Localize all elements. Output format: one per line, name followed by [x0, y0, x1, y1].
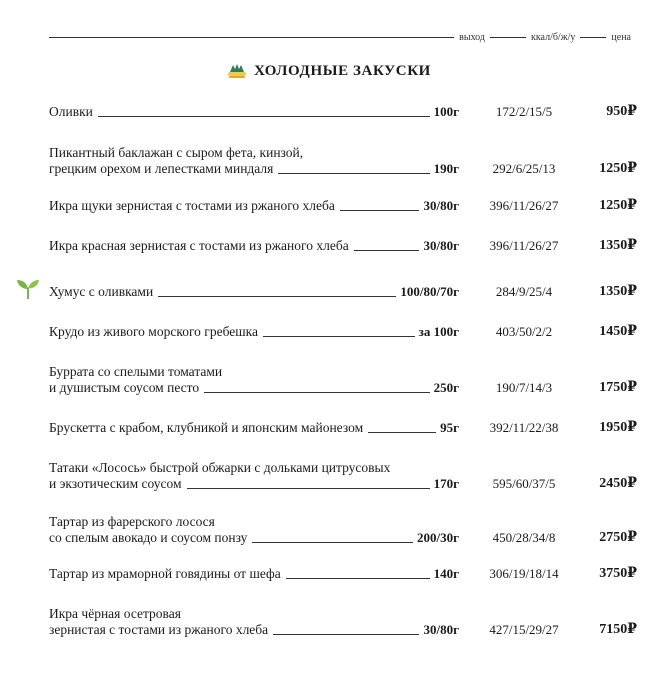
item-name: грецким орехом и лепестками миндаля [49, 161, 274, 176]
menu-item [49, 198, 637, 214]
item-name-line1: Татаки «Лосось» быстрой обжарки с дольками цитрусовых [49, 460, 391, 475]
item-row [49, 530, 637, 546]
item-nutrition: 306/19/18/14 [489, 566, 559, 581]
yield-column-label: выход [459, 32, 485, 43]
item-nutrition: 392/11/22/38 [489, 420, 559, 435]
item-name: Брускетта с крабом, клубникой и японским майонезом [49, 420, 364, 435]
item-price: 950₽ [606, 104, 637, 119]
item-name-line1: Пикантный баклажан с сыром фета, кинзой, [49, 145, 304, 160]
leader-line [158, 296, 396, 297]
price-column-label: цена [611, 32, 631, 43]
menu-item [49, 514, 637, 546]
item-nutrition: 396/11/26/27 [489, 198, 559, 213]
item-nutrition: 595/60/37/5 [492, 476, 556, 491]
leader-line [278, 173, 429, 174]
item-price: 1450₽ [599, 324, 637, 339]
item-row [49, 566, 637, 582]
item-yield: 100г [433, 104, 459, 119]
item-yield: 100/80/70г [400, 284, 459, 299]
header-rule [490, 37, 526, 38]
section-title [0, 62, 658, 80]
menu-item [49, 364, 637, 396]
item-nutrition: 403/50/2/2 [495, 324, 553, 339]
menu-item [49, 238, 637, 254]
item-name: Икра щуки зернистая с тостами из ржаного хлеба [49, 198, 335, 213]
item-price: 1750₽ [599, 380, 637, 395]
item-row [49, 198, 637, 214]
item-name: Икра красная зернистая с тостами из ржаного хлеба [49, 238, 349, 253]
menu-item [49, 324, 637, 340]
item-nutrition: 172/2/15/5 [495, 104, 553, 119]
item-yield: за 100г [418, 324, 459, 339]
item-row [49, 420, 637, 436]
leader-line [273, 634, 419, 635]
item-nutrition: 284/9/25/4 [495, 284, 553, 299]
leader-line [187, 488, 430, 489]
menu-item [49, 460, 637, 492]
column-header [49, 32, 636, 43]
item-row [49, 104, 637, 120]
item-nutrition: 450/28/34/8 [492, 530, 556, 545]
item-name-line1: Буррата со спелыми томатами [49, 364, 223, 379]
leader-line [98, 116, 430, 117]
item-name: Крудо из живого морского гребешка [49, 324, 258, 339]
item-row [49, 238, 637, 254]
item-yield: 30/80г [423, 198, 459, 213]
item-price: 1950₽ [599, 420, 637, 435]
menu-item [49, 420, 637, 436]
leader-line [368, 432, 436, 433]
item-yield: 200/30г [416, 530, 459, 545]
item-row [49, 284, 637, 300]
item-yield: 30/80г [423, 238, 459, 253]
item-name: зернистая с тостами из ржаного хлеба [49, 622, 269, 637]
item-name: со спелым авокадо и соусом понзу [49, 530, 248, 545]
item-price: 1250₽ [599, 198, 637, 213]
item-name: Тартар из мраморной говядины от шефа [49, 566, 281, 581]
item-name: и душистым соусом песто [49, 380, 200, 395]
leader-line [204, 392, 429, 393]
item-yield: 30/80г [423, 622, 459, 637]
sandwich-icon [227, 62, 247, 80]
item-yield: 250г [433, 380, 459, 395]
header-rule [580, 37, 606, 38]
item-nutrition: 190/7/14/3 [495, 380, 553, 395]
leader-line [252, 542, 413, 543]
item-row [49, 476, 637, 492]
item-yield: 190г [433, 161, 459, 176]
leader-line [354, 250, 420, 251]
leader-line [286, 578, 430, 579]
menu-item [49, 145, 637, 177]
item-name: и экзотическим соусом [49, 476, 182, 491]
leader-line [340, 210, 420, 211]
item-price: 1350₽ [599, 284, 637, 299]
menu-item [49, 566, 637, 582]
leader-line [263, 336, 415, 337]
item-nutrition: 396/11/26/27 [489, 238, 559, 253]
item-row [49, 161, 637, 177]
item-row [49, 380, 637, 396]
item-price: 7150₽ [599, 622, 637, 637]
item-row [49, 324, 637, 340]
header-rule [49, 37, 454, 38]
item-price: 2450₽ [599, 476, 637, 491]
item-price: 3750₽ [599, 566, 637, 581]
item-price: 2750₽ [599, 530, 637, 545]
item-nutrition: 427/15/29/27 [489, 622, 559, 637]
item-row [49, 622, 637, 638]
menu-item [49, 606, 637, 638]
item-yield: 140г [433, 566, 459, 581]
item-yield: 95г [440, 420, 459, 435]
item-nutrition: 292/6/25/13 [492, 161, 556, 176]
nutrition-column-label: ккал/б/ж/у [530, 32, 576, 43]
menu-item [49, 104, 637, 120]
item-price: 1350₽ [599, 238, 637, 253]
item-name: Оливки [49, 104, 93, 119]
menu-item [49, 284, 637, 300]
item-name-line1: Икра чёрная осетровая [49, 606, 181, 621]
item-price: 1250₽ [599, 161, 637, 176]
section-title-text: ХОЛОДНЫЕ ЗАКУСКИ [254, 62, 431, 79]
leaf-icon [16, 278, 40, 300]
item-name-line1: Тартар из фарерского лосося [49, 514, 215, 529]
item-yield: 170г [433, 476, 459, 491]
item-name: Хумус с оливками [49, 284, 154, 299]
